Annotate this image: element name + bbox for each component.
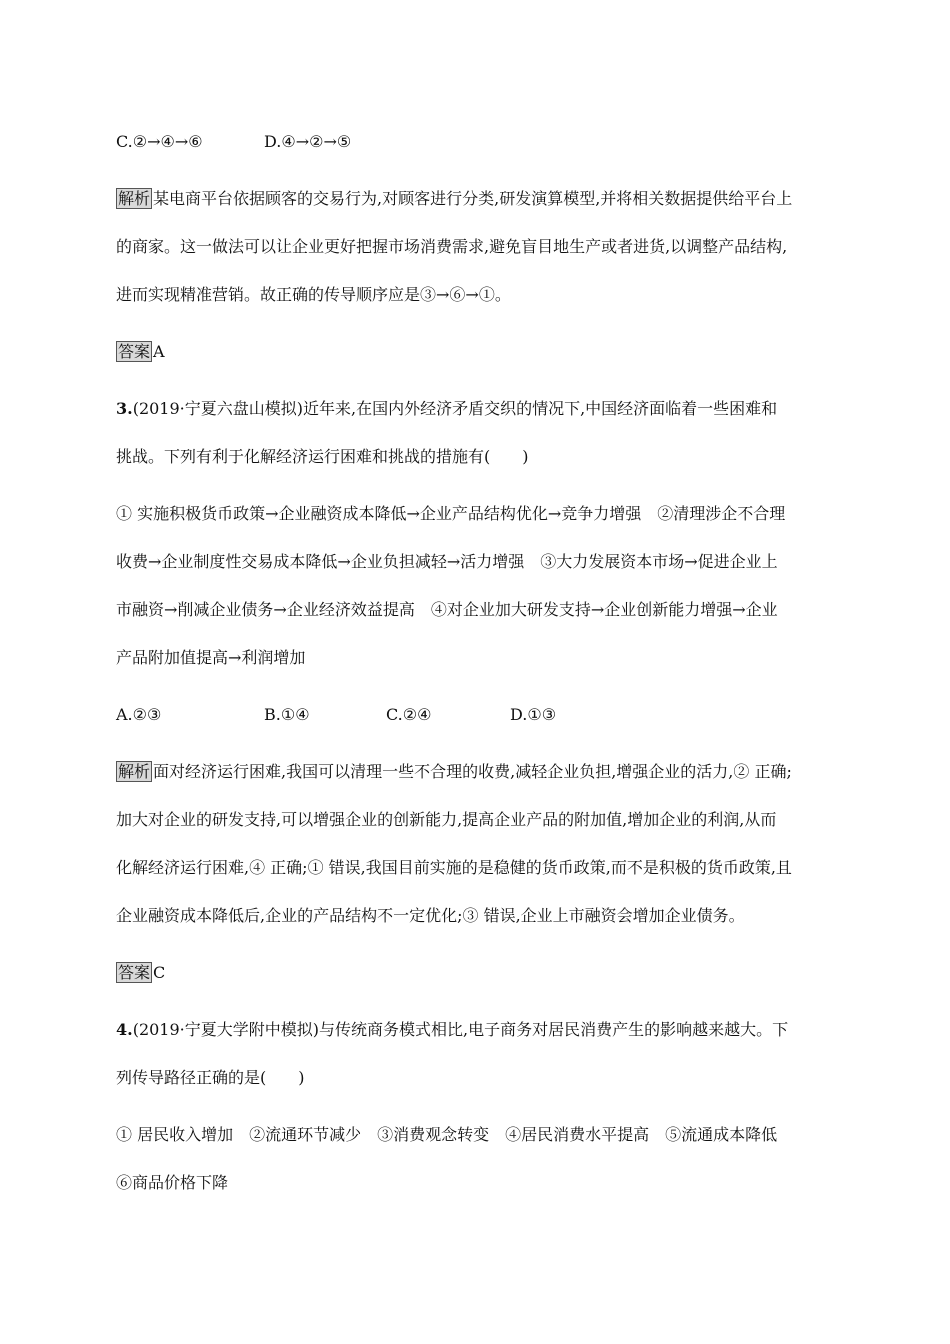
q3-options-row <box>116 704 556 726</box>
q3-stem-line-2: 挑战。下列有利于化解经济运行困难和挑战的措施有( ) <box>116 447 529 466</box>
question-number: 4. <box>116 1020 133 1039</box>
q2-analysis-line-1 <box>116 188 792 210</box>
q3-analysis-line-3: 化解经济运行困难,④ 正确;① 错误,我国目前实施的是稳健的货币政策,而不是积极的货币政策,且 <box>116 858 792 877</box>
q3-analysis-line-4: 企业融资成本降低后,企业的产品结构不一定优化;③ 错误,企业上市融资会增加企业债务。 <box>116 906 745 925</box>
analysis-text: 面对经济运行困难,我国可以清理一些不合理的收费,减轻企业负担,增强企业的活力,② 正确; <box>153 762 792 781</box>
q4-stem-line-1 <box>116 1019 788 1041</box>
q3-option-d[interactable]: D.①③ <box>510 705 557 724</box>
answer-value: C <box>153 963 166 982</box>
question-number: 3. <box>116 399 133 418</box>
answer-tag: 答案 <box>118 963 151 982</box>
answer-value: A <box>153 342 165 361</box>
question-stem: (2019·宁夏六盘山模拟)近年来,在国内外经济矛盾交织的情况下,中国经济面临着一些困难和 <box>132 399 778 418</box>
q3-option-c[interactable]: C.②④ <box>386 705 432 724</box>
q3-stem-line-1 <box>116 398 777 420</box>
question-stem: (2019·宁夏大学附中模拟)与传统商务模式相比,电子商务对居民消费产生的影响越来越大。下 <box>132 1020 789 1039</box>
q3-answer <box>116 962 165 984</box>
q3-option-b[interactable]: B.①④ <box>264 705 310 724</box>
q3-items-line-3: 市融资→削减企业债务→企业经济效益提高 ④对企业加大研发支持→企业创新能力增强→企业 <box>116 600 778 619</box>
analysis-tag: 解析 <box>118 189 151 208</box>
answer-tag: 答案 <box>118 342 151 361</box>
q4-stem-line-2: 列传导路径正确的是( ) <box>116 1068 305 1087</box>
analysis-text: 某电商平台依据顾客的交易行为,对顾客进行分类,研发演算模型,并将相关数据提供给平台上 <box>153 189 793 208</box>
q3-items-line-2: 收费→企业制度性交易成本降低→企业负担减轻→活力增强 ③大力发展资本市场→促进企业上 <box>116 552 778 571</box>
q3-analysis-line-1 <box>116 761 792 783</box>
q3-option-a[interactable]: A.②③ <box>116 705 162 724</box>
q3-items-line-1: ① 实施积极货币政策→企业融资成本降低→企业产品结构优化→竞争力增强 ②清理涉企不合理 <box>116 504 786 523</box>
q4-items-line-1: ① 居民收入增加 ②流通环节减少 ③消费观念转变 ④居民消费水平提高 ⑤流通成本降低 <box>116 1125 778 1144</box>
q2-option-c[interactable]: C.②→④→⑥ <box>116 132 203 151</box>
q3-items-line-4: 产品附加值提高→利润增加 <box>116 648 306 667</box>
q2-options-row <box>116 131 351 153</box>
q4-items-line-2: ⑥商品价格下降 <box>116 1173 229 1192</box>
analysis-tag: 解析 <box>118 762 151 781</box>
q2-analysis-line-2: 的商家。这一做法可以让企业更好把握市场消费需求,避免盲目地生产或者进货,以调整产品结构, <box>116 237 788 256</box>
q2-analysis-line-3: 进而实现精准营销。故正确的传导顺序应是③→⑥→①。 <box>116 285 511 304</box>
q3-analysis-line-2: 加大对企业的研发支持,可以增强企业的创新能力,提高企业产品的附加值,增加企业的利润,从而 <box>116 810 777 829</box>
q2-answer <box>116 341 165 363</box>
q2-option-d[interactable]: D.④→②→⑤ <box>264 132 352 151</box>
